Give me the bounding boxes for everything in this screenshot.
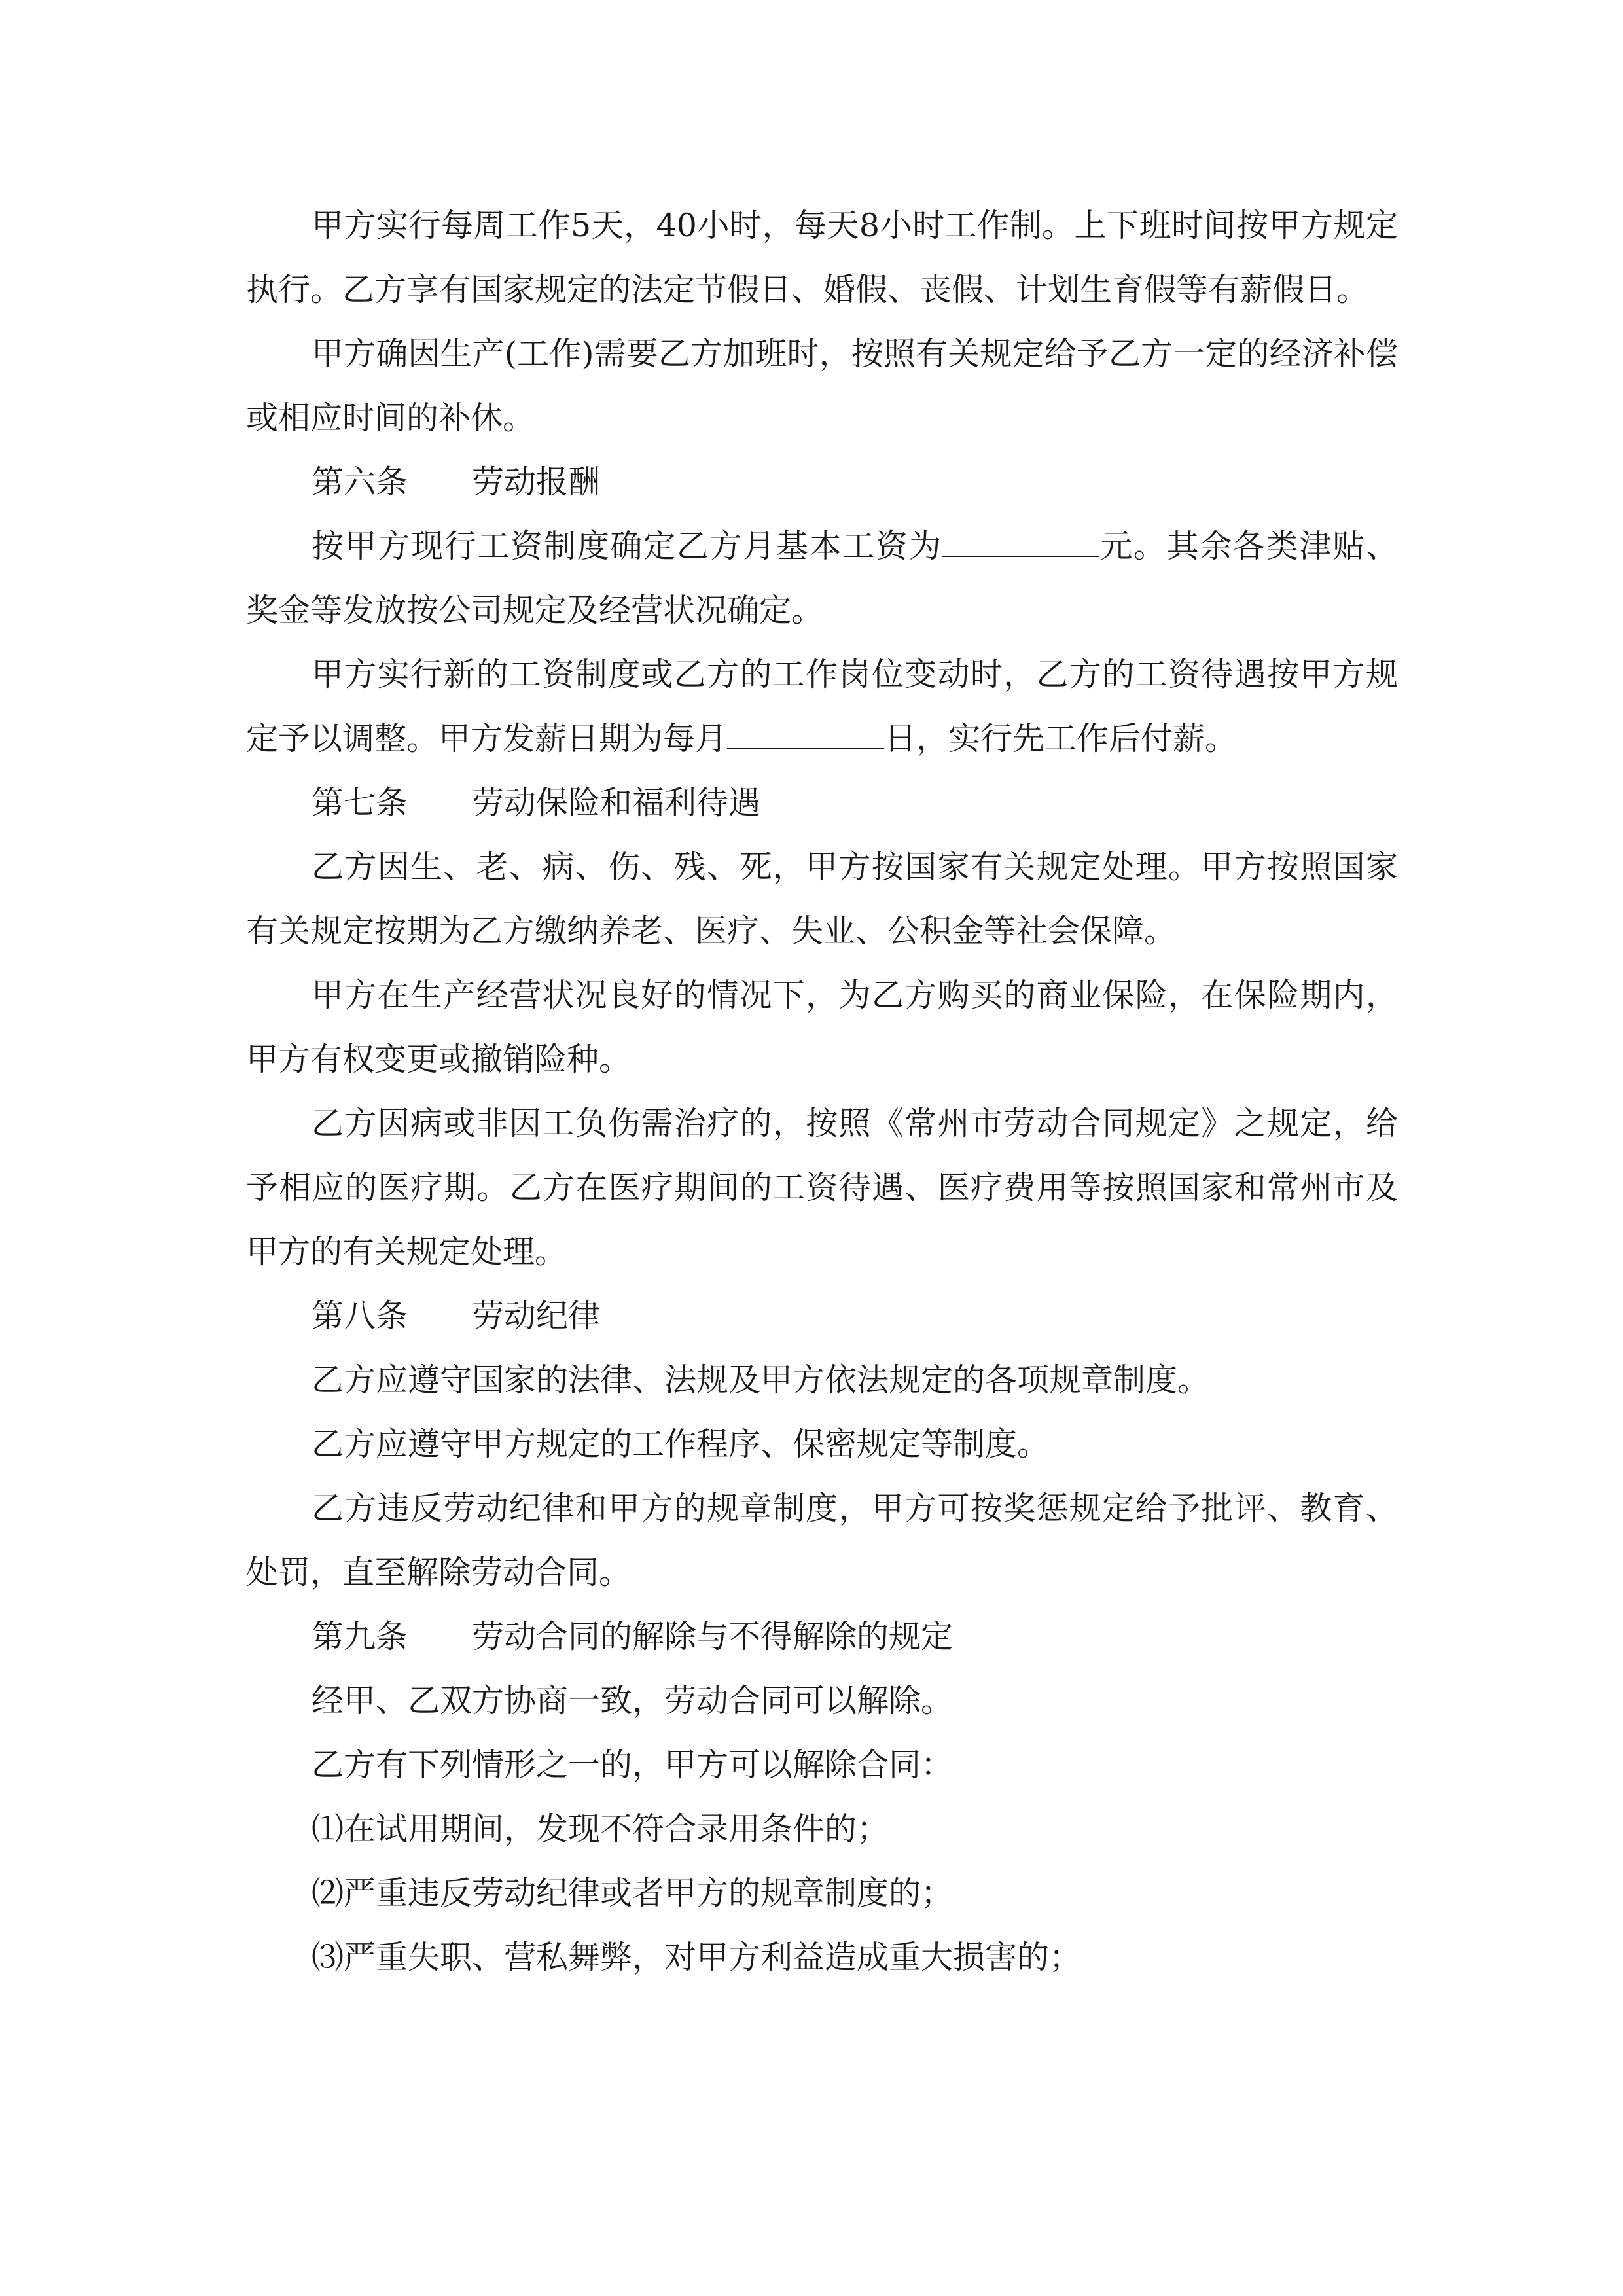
- article-title: 劳动纪律: [472, 1297, 601, 1335]
- article-title: 劳动合同的解除与不得解除的规定: [472, 1618, 954, 1655]
- list-item-discipline: ⑵严重违反劳动纪律或者甲方的规章制度的；: [312, 1874, 954, 1912]
- paragraph-obey-laws: 乙方应遵守国家的法律、法规及甲方依法规定的各项规章制度。: [312, 1361, 1210, 1399]
- article-title: 劳动保险和福利待遇: [472, 784, 761, 821]
- paragraph-base-salary: [246, 514, 1398, 643]
- text-before-blank: 按甲方现行工资制度确定乙方月基本工资为: [312, 528, 942, 565]
- article-heading-8: [246, 1284, 1398, 1348]
- list-item-misconduct: ⑶严重失职、营私舞弊，对甲方利益造成重大损害的；: [312, 1939, 1082, 1976]
- article-heading-6: [246, 450, 1398, 514]
- paragraph-working-hours: 甲方实行每周工作5天，40小时，每天8小时工作制。上下班时间按甲方规定执行。乙方享有国家规定的法定节假日、婚假、丧假、计划生育假等有薪假日。: [246, 207, 1398, 308]
- text-after-blank: 元。其余各类津贴、奖金等发放按公司规定及经营状况确定。: [246, 528, 1398, 629]
- salary-blank-line: [942, 527, 1099, 557]
- paragraph-overtime: 甲方确因生产(工作)需要乙方加班时，按照有关规定给予乙方一定的经济补偿或相应时间的补休。: [246, 335, 1398, 437]
- paragraph-obey-procedures: 乙方应遵守甲方规定的工作程序、保密规定等制度。: [312, 1426, 1050, 1463]
- paragraph-termination-conditions: 乙方有下列情形之一的，甲方可以解除合同：: [312, 1746, 954, 1784]
- paragraph-violation: 乙方违反劳动纪律和甲方的规章制度，甲方可按奖惩规定给予批评、教育、处罚，直至解除劳动合同。: [246, 1490, 1398, 1591]
- paragraph-mutual-termination: 经甲、乙双方协商一致，劳动合同可以解除。: [312, 1682, 954, 1719]
- article-heading-9: [246, 1605, 1398, 1669]
- text-before-blank: 甲方实行新的工资制度或乙方的工作岗位变动时，乙方的工资待遇按甲方规定予以调整。甲方发薪日期为每月: [246, 656, 1398, 757]
- pay-day-blank-line: [727, 719, 884, 749]
- article-number: 第六条: [312, 463, 408, 501]
- paragraph-pay-date: [246, 643, 1398, 771]
- article-heading-7: [246, 771, 1398, 835]
- paragraph-medical-period: 乙方因病或非因工负伤需治疗的，按照《常州市劳动合同规定》之规定，给予相应的医疗期。乙方在医疗期间的工资待遇、医疗费用等按照国家和常州市及甲方的有关规定处理。: [246, 1105, 1398, 1270]
- document-body: [246, 194, 1398, 1990]
- article-number: 第七条: [312, 784, 408, 821]
- text-after-blank: 日，实行先工作后付薪。: [884, 720, 1238, 757]
- paragraph-commercial-insurance: 甲方在生产经营状况良好的情况下，为乙方购买的商业保险，在保险期内，甲方有权变更或撤销险种。: [246, 977, 1398, 1078]
- article-number: 第八条: [312, 1297, 408, 1335]
- list-item-probation: ⑴在试用期间，发现不符合录用条件的；: [312, 1810, 889, 1848]
- paragraph-social-insurance: 乙方因生、老、病、伤、残、死，甲方按国家有关规定处理。甲方按照国家有关规定按期为乙方缴纳养老、医疗、失业、公积金等社会保障。: [246, 848, 1398, 950]
- article-number: 第九条: [312, 1618, 408, 1655]
- article-title: 劳动报酬: [472, 463, 601, 501]
